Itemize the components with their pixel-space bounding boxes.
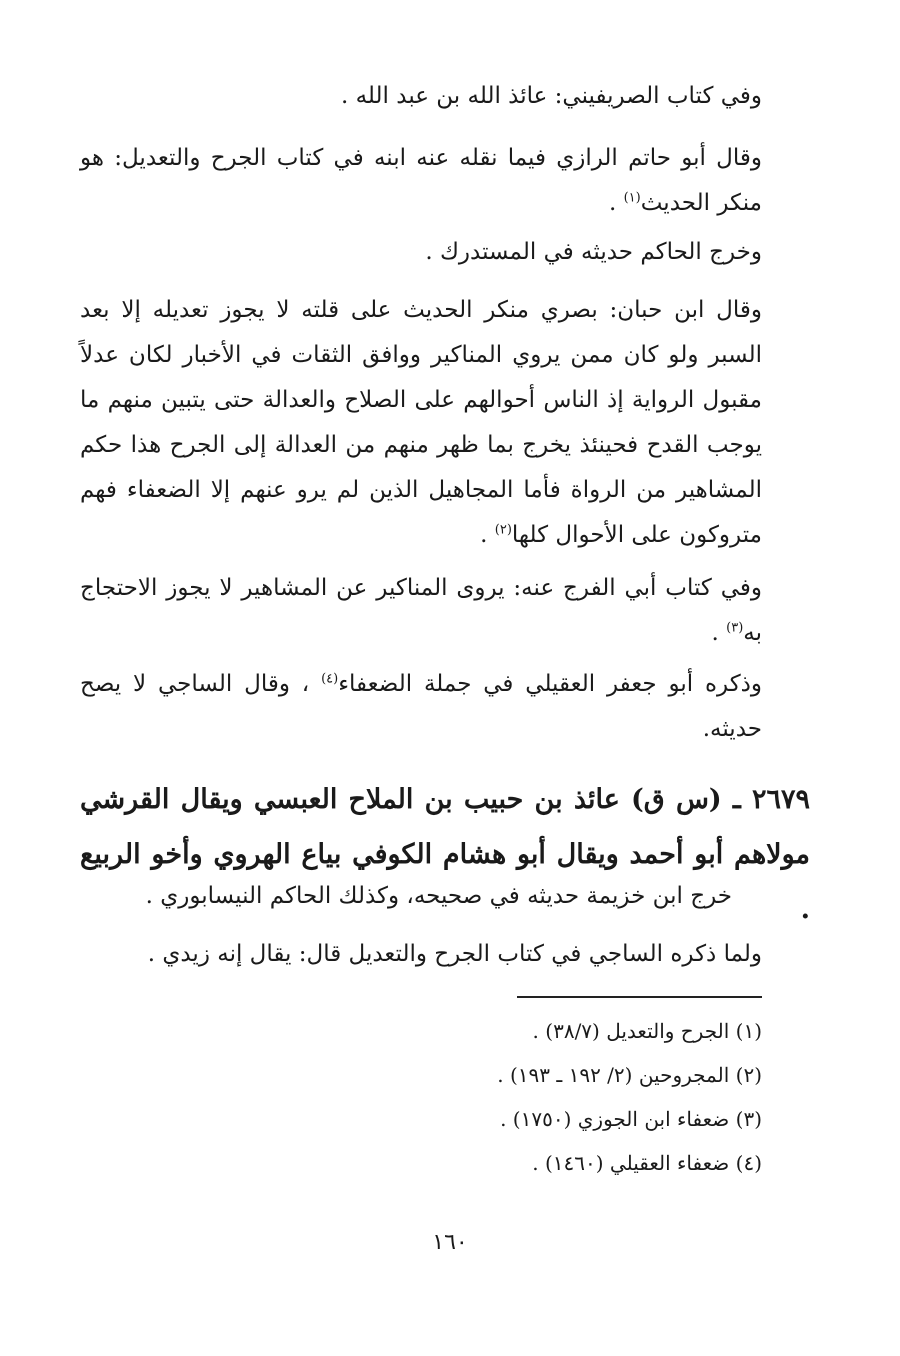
footnote-separator [517,996,762,998]
entry-line-text: خرج ابن خزيمة حديثه في صحيحه، وكذلك الحاكم النيسابوري . [145,883,732,909]
page-number: ١٦٠ [432,1230,468,1255]
paragraph-tail: . [711,620,727,646]
paragraph-tail: . [480,522,495,548]
paragraph-tail: ، وقال الساجي لا يصح حديثه. [80,671,762,742]
footnote-marker: (٢) [494,522,512,538]
footnote-marker: (٣) [726,620,744,636]
paragraph-abu-al-faraj [80,566,762,656]
footnote-4 [532,1148,762,1178]
footnote-text: (١) الجرح والتعديل (٣٨/٧) . [532,1019,762,1043]
entry-heading-text: ٢٦٧٩ ـ (س ق) عائذ بن حبيب بن الملاح العبسي ويقال القرشي مولاهم أبو أحمد ويقال أبو هشام الكوفي بياع الهروي وأخو الربيع . [80,784,810,925]
footnote-text: (٢) المجروحين (٢/ ١٩٢ ـ ١٩٣) . [497,1063,762,1087]
entry-line-saji [80,932,762,977]
paragraph-tail: . [608,190,624,216]
paragraph-text: وخرج الحاكم حديثه في المستدرك . [425,239,762,265]
entry-line-text: ولما ذكره الساجي في كتاب الجرح والتعديل قال: يقال إنه زيدي . [147,941,762,967]
entry-line-ibn-khuzayma [132,874,732,919]
footnote-marker: (١) [623,190,641,206]
paragraph-text: وفي كتاب أبي الفرج عنه: يروى المناكير عن المشاهير لا يجوز الاحتجاج به [80,575,762,646]
paragraph-ibn-hibban [80,288,762,558]
footnote-marker: (٤) [321,671,339,687]
paragraph-text: وقال ابن حبان: بصري منكر الحديث على قلته لا يجوز تعديله إلا بعد السبر ولو كان ممن يروي المناكير ووافق الثقات في الأخبار لكان عدلاً مقبول الرواية إذ الناس أحوالهم على الصلاح والعدالة حتى يتبين منهم ما يوجب القدح فحينئذ يخرج بما ظهر منهم من العدالة إلى الجرح هذا حكم المشاهير من الرواة فأما المجاهيل الذين لم يرو عنهم إلا الضعفاء فهم متروكون على الأحوال كلها [80,297,762,548]
paragraph-uqayli [80,662,762,752]
paragraph-text: وذكره أبو جعفر العقيلي في جملة الضعفاء [338,671,762,697]
paragraph-sarifini [80,74,762,119]
paragraph-abu-hatim [80,136,762,226]
paragraph-text: وقال أبو حاتم الرازي فيما نقله عنه ابنه في كتاب الجرح والتعديل: هو منكر الحديث [80,145,762,216]
paragraph-hakim [80,230,762,275]
footnote-1 [533,1016,762,1046]
footnote-text: (٤) ضعفاء العقيلي (١٤٦٠) . [532,1151,762,1175]
footnote-2 [497,1060,762,1090]
footnote-text: (٣) ضعفاء ابن الجوزي (١٧٥٠) . [500,1107,762,1131]
footnote-3 [500,1104,762,1134]
paragraph-text: وفي كتاب الصريفيني: عائذ الله بن عبد الله . [340,83,762,109]
